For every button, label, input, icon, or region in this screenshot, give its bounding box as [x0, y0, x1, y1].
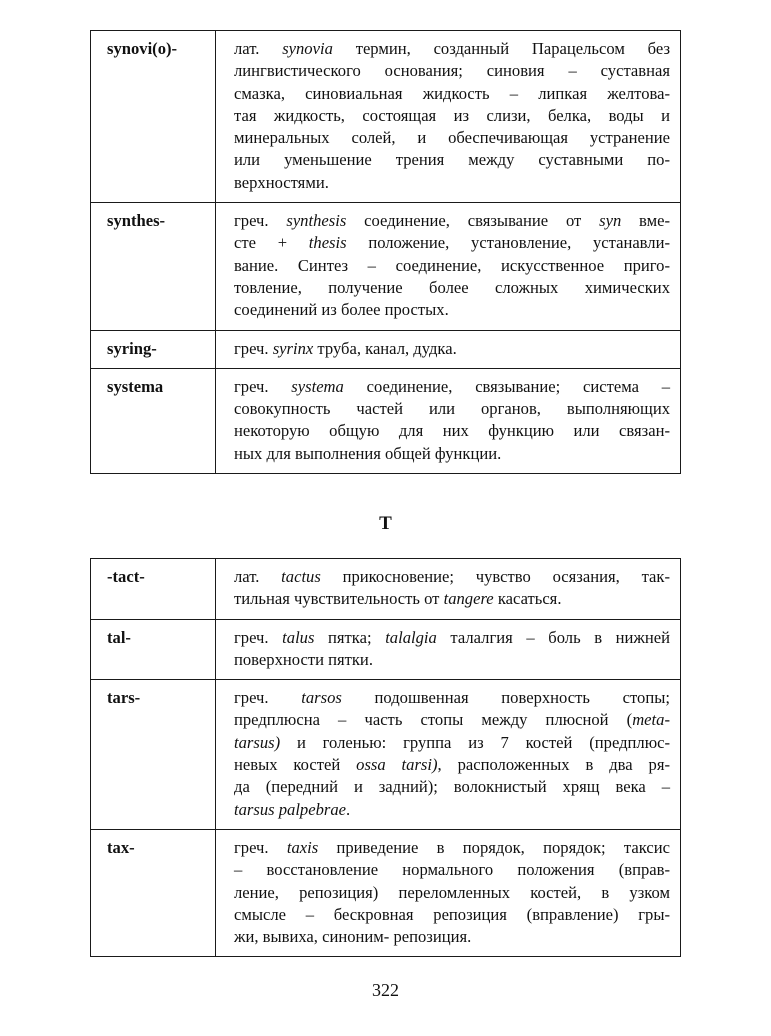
definition-text: предплюсна – часть стопы между плюсной (: [234, 710, 633, 730]
definition-line: [234, 649, 670, 671]
definition-term-italic: talalgia: [385, 627, 437, 647]
definition-text: тая жидкость, состоящая из слизи, белка, воды и: [234, 105, 670, 125]
definition-term-italic: taxis: [286, 837, 319, 857]
definition-line: [234, 149, 670, 171]
definition-text: соединение, связывание; система –: [343, 376, 670, 396]
definition-text: минеральных солей, и обеспечивающая устранение: [234, 128, 670, 148]
term-cell: systema: [91, 368, 216, 473]
definition-text: тильная чувствительность от: [234, 589, 444, 609]
definition-line: [234, 83, 670, 105]
definition-text: термин, созданный Парацельсом без: [332, 39, 670, 58]
definition-text: – восстановление нормального положения (вправ-: [234, 860, 670, 880]
table-row: [91, 31, 681, 203]
glossary-table-s-body: [91, 31, 681, 474]
definition-text: невых костей: [234, 755, 357, 775]
definition-term-italic: ossa tarsi): [356, 755, 438, 775]
table-row: [91, 203, 681, 330]
definition-text: греч.: [234, 837, 287, 857]
definition-term-italic: tarsus palpebrae: [234, 799, 347, 819]
table-row: [91, 559, 681, 620]
definition-text: некоторую общую для них функцию или связан-: [234, 421, 670, 441]
definition-line: [234, 776, 670, 798]
term-cell: synovi(o)-: [91, 31, 216, 203]
definition-cell: [216, 330, 681, 368]
definition-text: смысле – бескровная репозиция (вправление) гры-: [234, 904, 670, 924]
definition-text: сте +: [234, 233, 309, 253]
definition-line: [234, 338, 670, 360]
definition-text: вание. Синтез – соединение, искусственное приго-: [234, 255, 670, 275]
definition-term-italic: syrinx: [272, 338, 314, 358]
table-row: [91, 680, 681, 830]
definition-term-italic: talus: [282, 627, 315, 647]
definition-text: или уменьшение трения между суставными по-: [234, 150, 670, 170]
section-letter-heading: T: [379, 513, 392, 534]
definition-text: греч.: [234, 688, 302, 708]
definition-line: [234, 709, 670, 731]
definition-text: жи, вывиха, синоним- репозиция.: [234, 927, 472, 947]
definition-text: греч.: [234, 211, 287, 231]
definition-cell: [216, 559, 681, 620]
definition-line: [234, 60, 670, 82]
definition-line: [234, 127, 670, 149]
definition-line: [234, 904, 670, 926]
definition-text: талалгия – боль в нижней: [436, 627, 671, 647]
definition-text: подошвенная поверхность стопы;: [341, 688, 670, 708]
term-cell: -tact-: [91, 559, 216, 620]
definition-text: верхностями.: [234, 172, 329, 192]
definition-term-italic: tactus: [281, 567, 321, 586]
definition-text: смазка, синовиальная жидкость – липкая желтова-: [234, 83, 670, 103]
definition-cell: [216, 368, 681, 473]
definition-line: [234, 255, 670, 277]
term-cell: tax-: [91, 829, 216, 956]
definition-line: [234, 376, 670, 398]
definition-text: пятка;: [314, 627, 386, 647]
term-cell: syring-: [91, 330, 216, 368]
definition-text: и голенью: группа из 7 костей (предплюс-: [280, 732, 670, 752]
table-row: [91, 619, 681, 680]
definition-text: поверхности пятки.: [234, 649, 373, 669]
definition-term-italic: tarsos: [301, 688, 342, 708]
definition-line: [234, 443, 670, 465]
definition-line: [234, 926, 670, 948]
term-cell: tal-: [91, 619, 216, 680]
definition-term-italic: thesis: [308, 233, 347, 253]
term-cell: synthes-: [91, 203, 216, 330]
definition-line: [234, 299, 670, 321]
definition-line: [234, 754, 670, 776]
definition-text: да (передний и задний); волокнистый хрящ века –: [234, 777, 670, 797]
definition-term-italic: tangere: [443, 589, 494, 609]
definition-text: ление, репозиция) переломленных костей, в узком: [234, 882, 670, 902]
term-cell: tars-: [91, 680, 216, 830]
definition-term-italic: meta-: [632, 710, 670, 730]
definition-cell: [216, 619, 681, 680]
definition-text: положение, установление, устанавли-: [346, 233, 670, 253]
definition-line: [234, 277, 670, 299]
definition-cell: [216, 31, 681, 203]
definition-line: [234, 588, 670, 610]
definition-text: лат.: [234, 39, 283, 58]
table-row: [91, 368, 681, 473]
definition-text: соединений из более простых.: [234, 300, 449, 320]
definition-term-italic: syn: [599, 211, 622, 231]
definition-line: [234, 172, 670, 194]
definition-line: [234, 837, 670, 859]
definition-line: [234, 105, 670, 127]
definition-cell: [216, 680, 681, 830]
table-row: [91, 330, 681, 368]
definition-text: греч.: [234, 376, 292, 396]
page-number: 322: [372, 980, 399, 1000]
definition-line: [234, 420, 670, 442]
definition-text: греч.: [234, 627, 283, 647]
definition-term-italic: synovia: [282, 39, 333, 58]
definition-text: ных для выполнения общей функции.: [234, 443, 502, 463]
definition-line: [234, 687, 670, 709]
definition-text: соединение, связывание от: [346, 211, 600, 231]
glossary-table-s: [90, 30, 681, 474]
definition-cell: [216, 829, 681, 956]
definition-line: [234, 859, 670, 881]
definition-text: совокупность частей или органов, выполняющих: [234, 399, 670, 419]
definition-line: [234, 799, 670, 821]
definition-term-italic: synthesis: [286, 211, 347, 231]
definition-text: касаться.: [493, 589, 562, 609]
definition-text: вме-: [621, 211, 671, 231]
definition-line: [234, 210, 670, 232]
definition-cell: [216, 203, 681, 330]
glossary-table-t-body: [91, 559, 681, 957]
definition-term-italic: systema: [291, 376, 344, 396]
definition-text: труба, канал, дудка.: [313, 338, 457, 358]
definition-line: [234, 232, 670, 254]
glossary-table-t: [90, 558, 681, 957]
definition-line: [234, 627, 670, 649]
definition-line: [234, 566, 670, 588]
definition-text: греч.: [234, 338, 273, 358]
definition-term-italic: tarsus): [234, 732, 281, 752]
definition-line: [234, 732, 670, 754]
definition-text: приведение в порядок, порядок; таксис: [318, 837, 670, 857]
definition-text: прикосновение; чувство осязания, так-: [320, 567, 670, 586]
definition-text: .: [346, 799, 351, 819]
definition-text: , расположенных в два ря-: [437, 755, 670, 775]
definition-text: лингвистического основания; синовия – суставная: [234, 61, 670, 81]
definition-line: [234, 882, 670, 904]
definition-text: лат.: [234, 567, 282, 586]
table-row: [91, 829, 681, 956]
definition-text: товление, получение более сложных химических: [234, 277, 670, 297]
definition-line: [234, 38, 670, 60]
definition-line: [234, 398, 670, 420]
